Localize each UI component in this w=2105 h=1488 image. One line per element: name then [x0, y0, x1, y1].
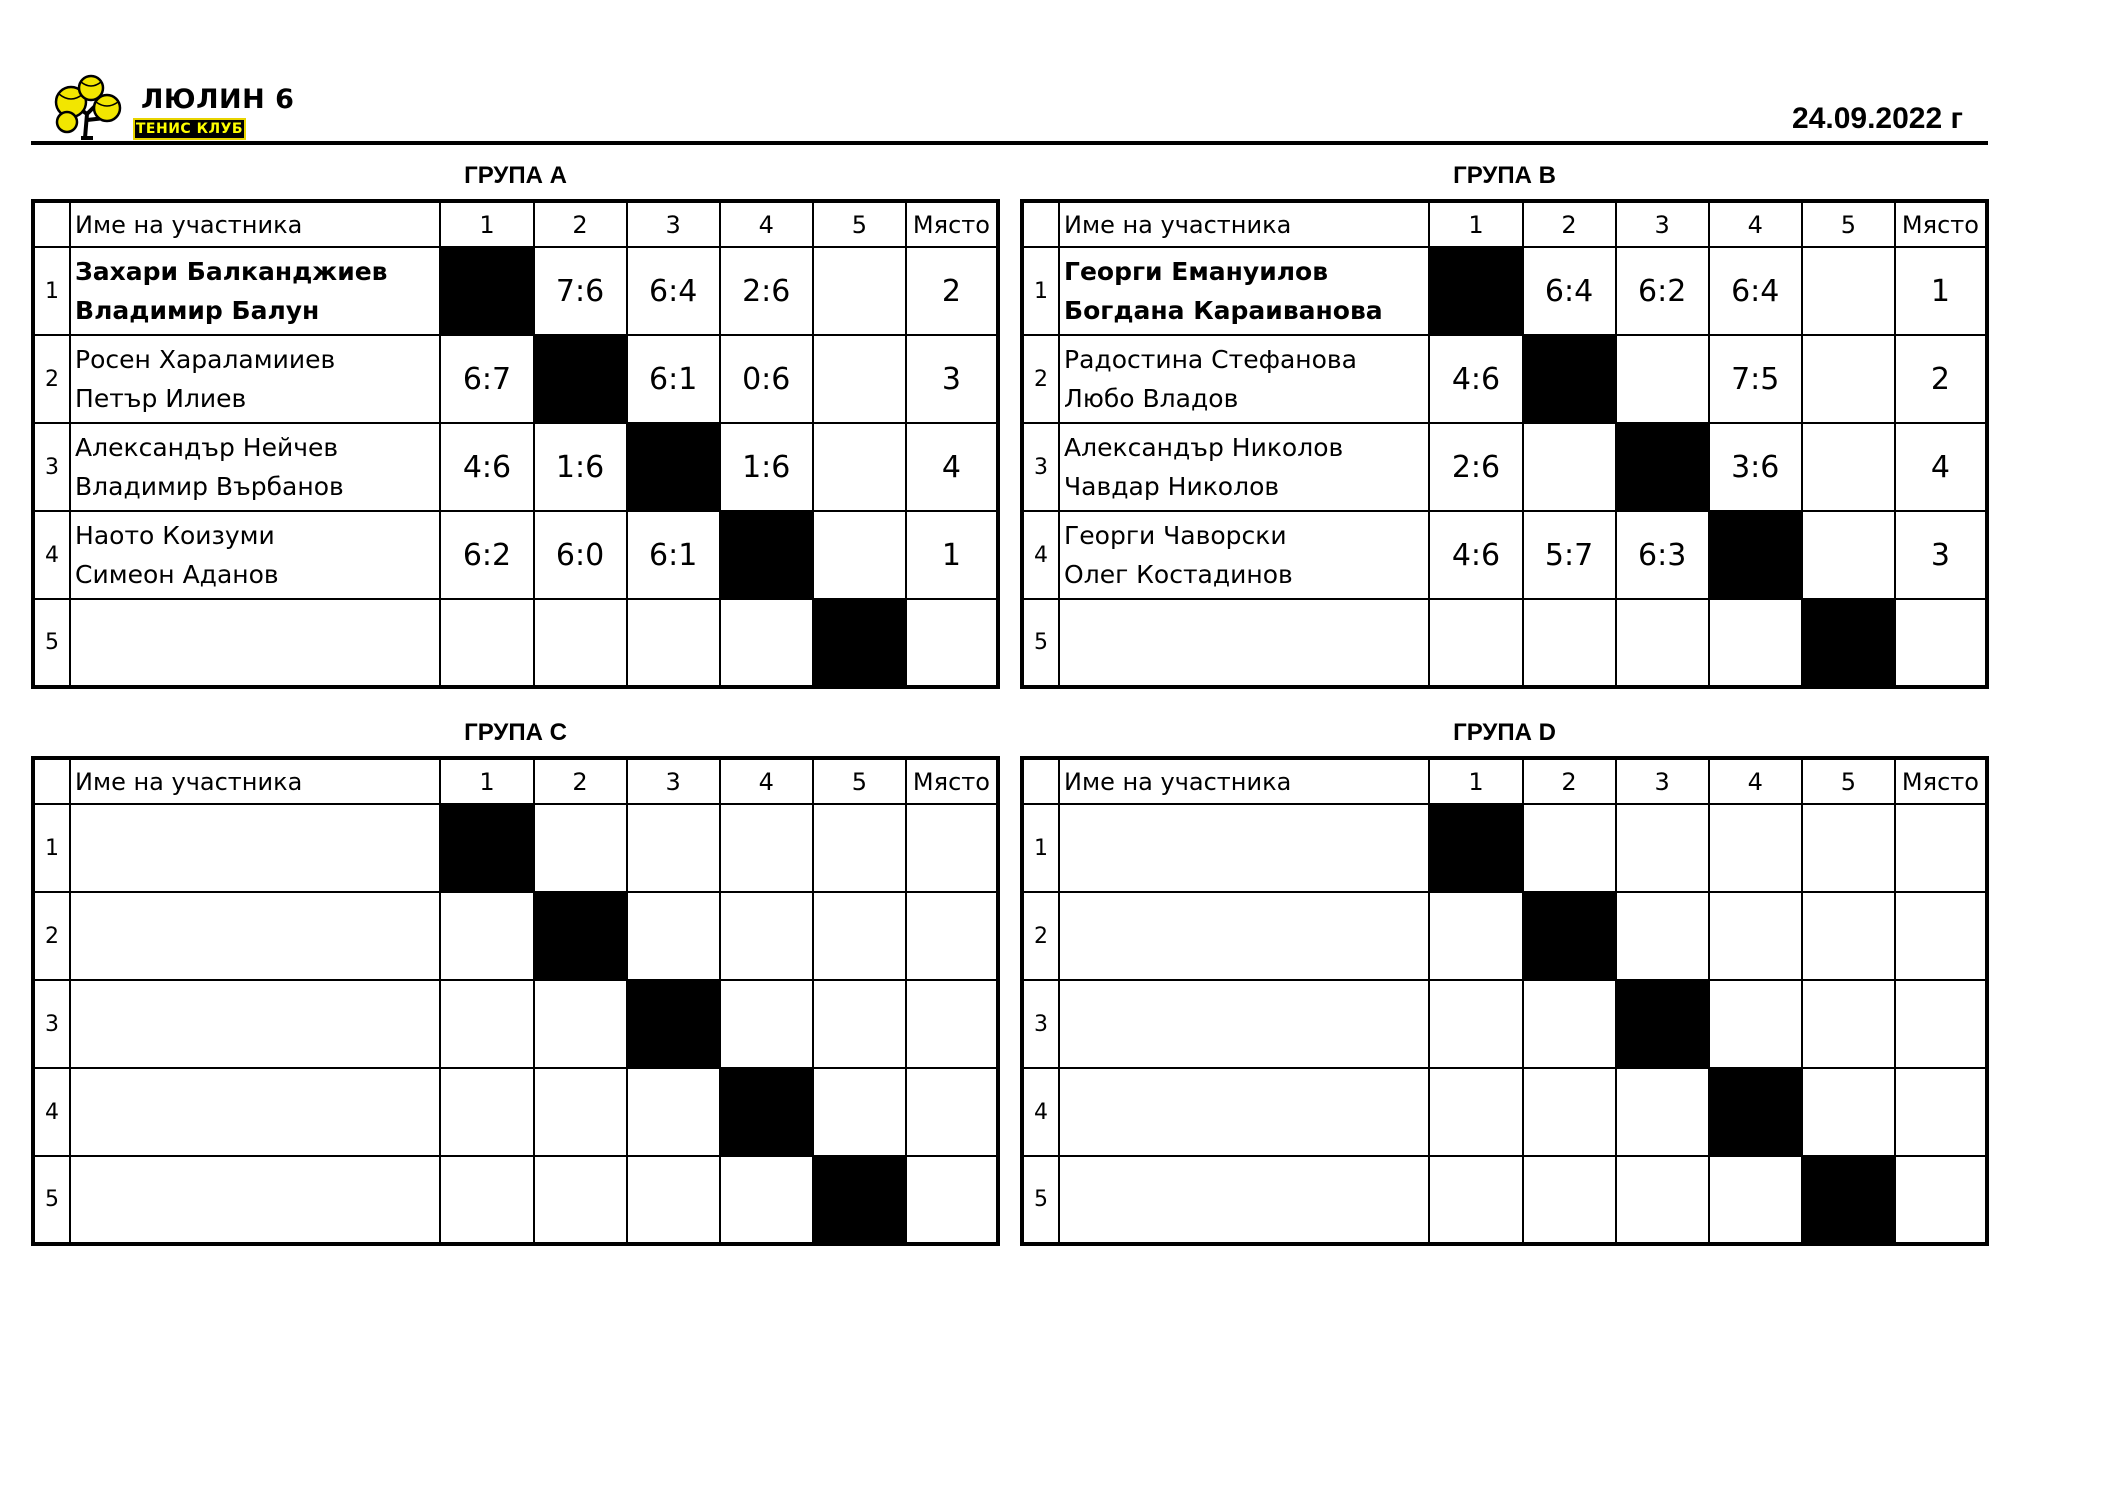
table-header-row — [33, 201, 998, 247]
group-table — [1020, 199, 1989, 689]
score-cell — [1802, 1068, 1895, 1156]
player-one-name: Александър Николов — [1064, 433, 1344, 462]
header-place: Място — [1895, 201, 1987, 247]
place-cell — [906, 1156, 998, 1244]
score-cell — [813, 247, 906, 335]
score-cell — [440, 892, 533, 980]
place-cell: 4 — [1895, 423, 1987, 511]
participant-name-cell — [70, 511, 440, 599]
score-cell — [1616, 804, 1709, 892]
place-cell: 2 — [1895, 335, 1987, 423]
table-row — [33, 804, 998, 892]
score-cell — [1429, 1068, 1522, 1156]
player-two-name: Петър Илиев — [75, 384, 247, 413]
row-number: 1 — [33, 247, 70, 335]
table-row — [33, 511, 998, 599]
table-row — [33, 1068, 998, 1156]
table-row — [33, 335, 998, 423]
participant-name-cell — [70, 599, 440, 687]
self-match-blocked-cell — [534, 892, 627, 980]
self-match-blocked-cell — [1709, 1068, 1802, 1156]
participant-name-cell — [1059, 247, 1429, 335]
header-opponent-1: 1 — [1429, 201, 1522, 247]
score-cell — [1802, 423, 1895, 511]
score-cell: 6:2 — [1616, 247, 1709, 335]
header-place: Място — [906, 758, 998, 804]
row-number: 1 — [33, 804, 70, 892]
score-cell: 2:6 — [720, 247, 813, 335]
self-match-blocked-cell — [1802, 599, 1895, 687]
score-cell — [1616, 892, 1709, 980]
score-cell — [813, 1068, 906, 1156]
score-cell: 7:5 — [1709, 335, 1802, 423]
self-match-blocked-cell — [1616, 980, 1709, 1068]
player-one-name: Радостина Стефанова — [1064, 345, 1357, 374]
self-match-blocked-cell — [627, 980, 720, 1068]
table-header-row — [1022, 201, 1987, 247]
header-participant-name: Име на участника — [1059, 201, 1429, 247]
header-opponent-2: 2 — [1523, 201, 1616, 247]
participant-name-cell — [1059, 335, 1429, 423]
player-one-name: Георги Емануилов — [1064, 257, 1329, 286]
self-match-blocked-cell — [1802, 1156, 1895, 1244]
place-cell — [1895, 1068, 1987, 1156]
score-cell — [1709, 599, 1802, 687]
score-cell: 6:1 — [627, 511, 720, 599]
participant-name-cell — [1059, 892, 1429, 980]
table-row — [33, 599, 998, 687]
self-match-blocked-cell — [1616, 423, 1709, 511]
participant-name-cell — [1059, 1068, 1429, 1156]
score-cell — [1616, 1156, 1709, 1244]
row-number: 5 — [33, 599, 70, 687]
group-title: ГРУПА В — [1453, 162, 1556, 189]
group-c-panel — [31, 710, 1000, 1246]
score-cell — [1802, 247, 1895, 335]
participant-name-cell — [70, 804, 440, 892]
score-cell — [1802, 335, 1895, 423]
score-cell — [720, 892, 813, 980]
score-cell — [1429, 980, 1522, 1068]
score-cell: 6:4 — [1709, 247, 1802, 335]
club-name: ЛЮЛИН 6 — [141, 84, 295, 115]
participant-name-cell — [70, 892, 440, 980]
score-cell — [720, 980, 813, 1068]
score-cell — [627, 892, 720, 980]
header-num — [1022, 201, 1059, 247]
score-cell — [534, 1068, 627, 1156]
page-header — [31, 74, 1988, 144]
table-row — [1022, 247, 1987, 335]
group-table — [31, 199, 1000, 689]
group-title: ГРУПА D — [1453, 719, 1556, 746]
player-two-name: Любо Владов — [1064, 384, 1239, 413]
header-opponent-5: 5 — [1802, 201, 1895, 247]
score-cell: 4:6 — [1429, 511, 1522, 599]
self-match-blocked-cell — [1429, 247, 1522, 335]
header-participant-name: Име на участника — [70, 758, 440, 804]
table-row — [33, 247, 998, 335]
place-cell — [906, 1068, 998, 1156]
header-participant-name: Име на участника — [70, 201, 440, 247]
group-table — [1020, 756, 1989, 1246]
row-number: 3 — [33, 980, 70, 1068]
participant-name-cell — [1059, 980, 1429, 1068]
score-cell — [440, 1068, 533, 1156]
table-row — [1022, 335, 1987, 423]
event-date: 24.09.2022 г — [1792, 102, 1963, 135]
table-row — [1022, 1068, 1987, 1156]
score-cell — [720, 804, 813, 892]
self-match-blocked-cell — [627, 423, 720, 511]
score-cell — [1523, 599, 1616, 687]
table-row — [33, 1156, 998, 1244]
score-cell: 6:1 — [627, 335, 720, 423]
score-cell — [534, 804, 627, 892]
player-two-name: Олег Костадинов — [1064, 560, 1293, 589]
row-number: 2 — [33, 335, 70, 423]
place-cell: 4 — [906, 423, 998, 511]
place-cell: 1 — [1895, 247, 1987, 335]
score-cell — [534, 599, 627, 687]
table-header-row — [1022, 758, 1987, 804]
place-cell — [1895, 599, 1987, 687]
participant-name-cell — [70, 335, 440, 423]
player-two-name: Симеон Аданов — [75, 560, 279, 589]
table-row — [1022, 892, 1987, 980]
table-row — [1022, 804, 1987, 892]
self-match-blocked-cell — [440, 247, 533, 335]
group-a-panel — [31, 153, 1000, 689]
score-cell — [813, 511, 906, 599]
score-cell: 0:6 — [720, 335, 813, 423]
group-d-panel — [1020, 710, 1989, 1246]
score-cell: 2:6 — [1429, 423, 1522, 511]
self-match-blocked-cell — [813, 1156, 906, 1244]
group-table — [31, 756, 1000, 1246]
score-cell — [1709, 980, 1802, 1068]
player-one-name: Наото Коизуми — [75, 521, 275, 550]
self-match-blocked-cell — [1523, 892, 1616, 980]
score-cell — [1709, 1156, 1802, 1244]
participant-name-cell — [70, 247, 440, 335]
participant-name-cell — [1059, 423, 1429, 511]
self-match-blocked-cell — [534, 335, 627, 423]
table-header-row — [33, 758, 998, 804]
score-cell — [1802, 892, 1895, 980]
player-two-name: Чавдар Николов — [1064, 472, 1280, 501]
score-cell — [813, 335, 906, 423]
header-opponent-1: 1 — [440, 758, 533, 804]
header-opponent-2: 2 — [1523, 758, 1616, 804]
header-opponent-1: 1 — [440, 201, 533, 247]
table-row — [33, 892, 998, 980]
player-two-name: Владимир Балун — [75, 296, 320, 325]
header-participant-name: Име на участника — [1059, 758, 1429, 804]
row-number: 2 — [1022, 335, 1059, 423]
place-cell — [906, 980, 998, 1068]
header-opponent-4: 4 — [1709, 201, 1802, 247]
tennis-ball-tree-logo — [43, 74, 135, 140]
score-cell: 1:6 — [534, 423, 627, 511]
player-one-name: Захари Балканджиев — [75, 257, 388, 286]
participant-name-cell — [70, 1068, 440, 1156]
group-title: ГРУПА С — [464, 719, 567, 746]
score-cell: 6:0 — [534, 511, 627, 599]
header-num — [33, 758, 70, 804]
score-cell: 6:2 — [440, 511, 533, 599]
player-two-name: Владимир Върбанов — [75, 472, 344, 501]
row-number: 4 — [33, 1068, 70, 1156]
score-cell: 5:7 — [1523, 511, 1616, 599]
header-place: Място — [906, 201, 998, 247]
header-opponent-4: 4 — [720, 201, 813, 247]
header-divider — [31, 141, 1988, 145]
header-opponent-1: 1 — [1429, 758, 1522, 804]
score-cell: 6:7 — [440, 335, 533, 423]
score-cell — [627, 1068, 720, 1156]
place-cell — [906, 892, 998, 980]
header-opponent-5: 5 — [813, 758, 906, 804]
participant-name-cell — [1059, 599, 1429, 687]
score-cell — [1523, 423, 1616, 511]
player-one-name: Росен Хараламииев — [75, 345, 336, 374]
row-number: 4 — [1022, 1068, 1059, 1156]
participant-name-cell — [70, 980, 440, 1068]
row-number: 2 — [1022, 892, 1059, 980]
row-number: 4 — [1022, 511, 1059, 599]
table-row — [33, 980, 998, 1068]
row-number: 3 — [1022, 980, 1059, 1068]
score-cell: 3:6 — [1709, 423, 1802, 511]
score-cell — [627, 804, 720, 892]
score-cell — [720, 1156, 813, 1244]
row-number: 3 — [33, 423, 70, 511]
score-cell — [813, 804, 906, 892]
header-opponent-5: 5 — [813, 201, 906, 247]
score-cell — [440, 980, 533, 1068]
score-cell — [813, 980, 906, 1068]
score-cell — [1616, 335, 1709, 423]
score-cell — [813, 423, 906, 511]
player-two-name: Богдана Караиванова — [1064, 296, 1383, 325]
header-opponent-3: 3 — [1616, 201, 1709, 247]
player-one-name: Александър Нейчев — [75, 433, 339, 462]
score-cell — [1616, 599, 1709, 687]
row-number: 3 — [1022, 423, 1059, 511]
score-cell: 6:3 — [1616, 511, 1709, 599]
score-cell — [1802, 980, 1895, 1068]
self-match-blocked-cell — [813, 599, 906, 687]
row-number: 4 — [33, 511, 70, 599]
score-cell: 4:6 — [1429, 335, 1522, 423]
place-cell — [1895, 804, 1987, 892]
table-row — [1022, 599, 1987, 687]
participant-name-cell — [1059, 1156, 1429, 1244]
score-cell — [1523, 804, 1616, 892]
participant-name-cell — [70, 423, 440, 511]
score-cell — [627, 1156, 720, 1244]
table-row — [33, 423, 998, 511]
place-cell — [1895, 1156, 1987, 1244]
place-cell: 3 — [1895, 511, 1987, 599]
score-cell: 4:6 — [440, 423, 533, 511]
score-cell — [1429, 599, 1522, 687]
header-opponent-3: 3 — [1616, 758, 1709, 804]
score-cell — [534, 1156, 627, 1244]
score-cell — [720, 599, 813, 687]
score-cell — [1709, 892, 1802, 980]
header-opponent-2: 2 — [534, 201, 627, 247]
row-number: 5 — [1022, 599, 1059, 687]
score-cell: 1:6 — [720, 423, 813, 511]
score-cell — [1616, 1068, 1709, 1156]
score-cell — [534, 980, 627, 1068]
table-row — [1022, 423, 1987, 511]
score-cell — [627, 599, 720, 687]
place-cell — [906, 599, 998, 687]
score-cell — [440, 1156, 533, 1244]
place-cell: 3 — [906, 335, 998, 423]
row-number: 1 — [1022, 804, 1059, 892]
score-cell: 7:6 — [534, 247, 627, 335]
self-match-blocked-cell — [1523, 335, 1616, 423]
row-number: 1 — [1022, 247, 1059, 335]
score-cell — [1802, 804, 1895, 892]
header-opponent-3: 3 — [627, 201, 720, 247]
self-match-blocked-cell — [720, 1068, 813, 1156]
score-cell — [1429, 892, 1522, 980]
row-number: 5 — [33, 1156, 70, 1244]
participant-name-cell — [1059, 804, 1429, 892]
score-cell — [813, 892, 906, 980]
self-match-blocked-cell — [1429, 804, 1522, 892]
score-cell — [1802, 511, 1895, 599]
player-one-name: Георги Чаворски — [1064, 521, 1287, 550]
row-number: 5 — [1022, 1156, 1059, 1244]
score-cell: 6:4 — [627, 247, 720, 335]
club-subtitle: ТЕНИС КЛУБ — [133, 118, 246, 140]
score-cell — [1429, 1156, 1522, 1244]
self-match-blocked-cell — [720, 511, 813, 599]
participant-name-cell — [1059, 511, 1429, 599]
header-opponent-5: 5 — [1802, 758, 1895, 804]
score-cell — [1709, 804, 1802, 892]
header-opponent-3: 3 — [627, 758, 720, 804]
header-num — [1022, 758, 1059, 804]
header-num — [33, 201, 70, 247]
group-b-panel — [1020, 153, 1989, 689]
place-cell — [1895, 980, 1987, 1068]
header-opponent-4: 4 — [720, 758, 813, 804]
group-title: ГРУПА А — [464, 162, 567, 189]
score-cell — [440, 599, 533, 687]
place-cell — [1895, 892, 1987, 980]
place-cell — [906, 804, 998, 892]
place-cell: 2 — [906, 247, 998, 335]
table-row — [1022, 1156, 1987, 1244]
self-match-blocked-cell — [440, 804, 533, 892]
header-place: Място — [1895, 758, 1987, 804]
place-cell: 1 — [906, 511, 998, 599]
self-match-blocked-cell — [1709, 511, 1802, 599]
table-row — [1022, 980, 1987, 1068]
header-opponent-2: 2 — [534, 758, 627, 804]
participant-name-cell — [70, 1156, 440, 1244]
table-row — [1022, 511, 1987, 599]
score-cell — [1523, 1156, 1616, 1244]
header-opponent-4: 4 — [1709, 758, 1802, 804]
row-number: 2 — [33, 892, 70, 980]
score-cell: 6:4 — [1523, 247, 1616, 335]
score-cell — [1523, 1068, 1616, 1156]
score-cell — [1523, 980, 1616, 1068]
